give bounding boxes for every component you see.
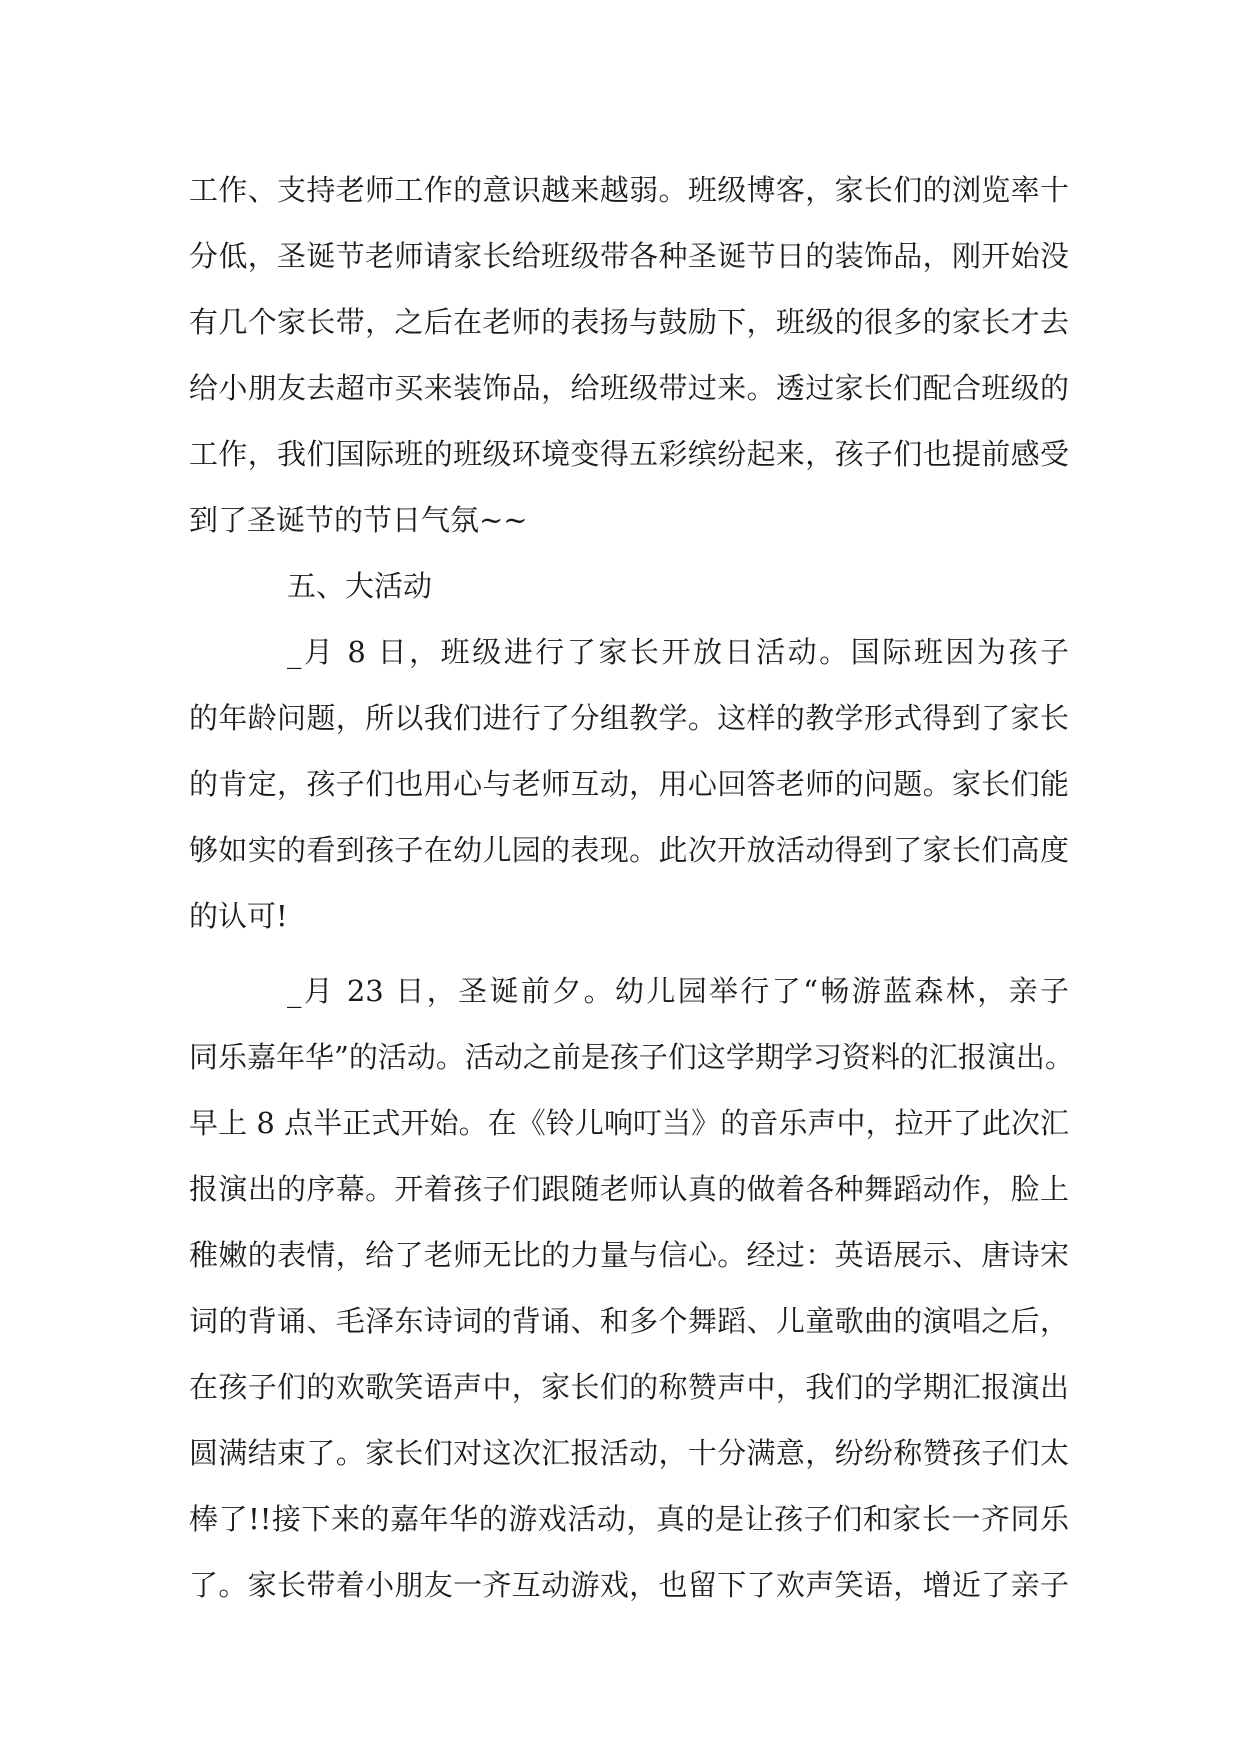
paragraph-3-line: 了。家长带着小朋友一齐互动游戏，也留下了欢声笑语，增近了亲子 bbox=[189, 1568, 1069, 1602]
paragraph-1-line: 工作、支持老师工作的意识越来越弱。班级博客，家长们的浏览率十 bbox=[189, 173, 1069, 207]
paragraph-3-line: 圆满结束了。家长们对这次汇报活动，十分满意，纷纷称赞孩子们太 bbox=[189, 1436, 1069, 1470]
paragraph-3-line: 稚嫩的表情，给了老师无比的力量与信心。经过：英语展示、唐诗宋 bbox=[189, 1238, 1069, 1272]
section-heading: 五、大活动 bbox=[287, 569, 433, 603]
paragraph-2-line: 的认可! bbox=[189, 899, 288, 933]
paragraph-3-line: 词的背诵、毛泽东诗词的背诵、和多个舞蹈、儿童歌曲的演唱之后， bbox=[189, 1304, 1069, 1338]
paragraph-2-line: 的肯定，孩子们也用心与老师互动，用心回答老师的问题。家长们能 bbox=[189, 767, 1069, 801]
paragraph-1-line: 有几个家长带，之后在老师的表扬与鼓励下，班级的很多的家长才去 bbox=[189, 305, 1069, 339]
paragraph-3-line: _月 23 日，圣诞前夕。幼儿园举行了“畅游蓝森林，亲子 bbox=[287, 974, 1069, 1008]
paragraph-1-line: 分低，圣诞节老师请家长给班级带各种圣诞节日的装饰品，刚开始没 bbox=[189, 239, 1069, 273]
paragraph-1-line: 到了圣诞节的节日气氛~~ bbox=[189, 503, 528, 537]
paragraph-1-line: 给小朋友去超市买来装饰品，给班级带过来。透过家长们配合班级的 bbox=[189, 371, 1069, 405]
paragraph-3-line: 早上 8 点半正式开始。在《铃儿响叮当》的音乐声中，拉开了此次汇 bbox=[189, 1106, 1069, 1140]
paragraph-3-line: 在孩子们的欢歌笑语声中，家长们的称赞声中，我们的学期汇报演出 bbox=[189, 1370, 1069, 1404]
paragraph-3-line: 报演出的序幕。开着孩子们跟随老师认真的做着各种舞蹈动作，脸上 bbox=[189, 1172, 1069, 1206]
paragraph-3-line: 同乐嘉年华”的活动。活动之前是孩子们这学期学习资料的汇报演出。 bbox=[189, 1040, 1074, 1074]
paragraph-2-line: 够如实的看到孩子在幼儿园的表现。此次开放活动得到了家长们高度 bbox=[189, 833, 1069, 867]
paragraph-2-line: 的年龄问题，所以我们进行了分组教学。这样的教学形式得到了家长 bbox=[189, 701, 1069, 735]
paragraph-2-line: _月 8 日，班级进行了家长开放日活动。国际班因为孩子 bbox=[287, 635, 1069, 669]
paragraph-1-line: 工作，我们国际班的班级环境变得五彩缤纷起来，孩子们也提前感受 bbox=[189, 437, 1069, 471]
paragraph-3-line: 棒了!!接下来的嘉年华的游戏活动，真的是让孩子们和家长一齐同乐 bbox=[189, 1502, 1069, 1536]
